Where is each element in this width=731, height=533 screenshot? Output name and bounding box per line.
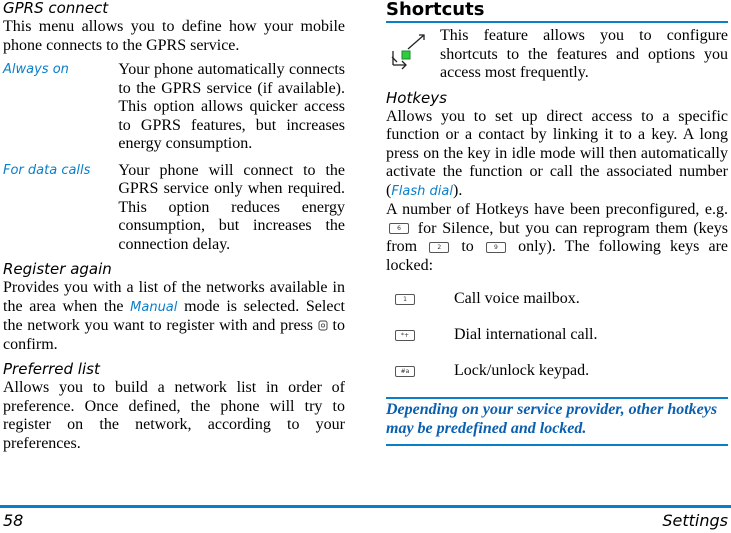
locked-key-row xyxy=(386,281,728,317)
hotkeys-text xyxy=(386,108,728,276)
locked-key-row xyxy=(386,317,728,353)
locked-key-row xyxy=(386,353,728,389)
provider-note: Depending on your service provider, other hotkeys may be predefined and locked. xyxy=(386,397,728,446)
shortcuts-title: Shortcuts xyxy=(386,0,485,20)
flash-dial-label: Flash dial xyxy=(391,183,453,199)
locked-key-desc: Lock/unlock keypad. xyxy=(454,361,590,379)
preconfig-text-d: only). The following keys are locked: xyxy=(386,238,728,274)
gprs-options-table xyxy=(3,61,345,254)
key-1-icon: 1 xyxy=(395,294,415,305)
preferred-list-heading: Preferred list xyxy=(3,360,100,378)
gprs-connect-intro: This menu allows you to define how your mobile phone connects to the GPRS service. xyxy=(3,18,345,54)
key-6-icon: 6 xyxy=(389,223,409,234)
key-star-icon: *+ xyxy=(395,330,415,341)
option-desc: Your phone automatically connects to the GPRS service (if available). This option allows quicker access to GPRS features, but increases energy consumption. xyxy=(118,61,345,152)
option-desc: Your phone will connect to the GPRS service only when required. This option reduces energy consumption, but increases the connection delay. xyxy=(118,161,345,253)
shortcuts-intro xyxy=(386,27,728,83)
register-text-a: Provides you with a list of the networks available in the area when the xyxy=(3,279,345,315)
footer-rule xyxy=(0,505,731,508)
locked-key-desc: Call voice mailbox. xyxy=(454,289,580,307)
option-term: Always on xyxy=(3,62,69,77)
register-text-b: mode is selected. Select the network you want to register with and press xyxy=(3,297,345,334)
title-rule xyxy=(386,21,728,23)
preconfig-text-a: A number of Hotkeys have been preconfigured, e.g. xyxy=(386,201,728,218)
hotkeys-text-b: ). xyxy=(452,181,463,199)
option-row xyxy=(3,162,345,255)
key-9-icon: 9 xyxy=(486,242,506,253)
gprs-connect-heading: GPRS connect xyxy=(3,0,109,17)
register-again-text xyxy=(3,279,345,354)
hotkeys-text-a: Allows you to set up direct access to a specific function or a contact by linking it to a key. A long press on the key in idle mode will then automatically activate the function or call the associated number ( xyxy=(386,107,728,199)
hotkeys-heading: Hotkeys xyxy=(386,88,447,107)
preconfig-text-c: to xyxy=(452,238,483,255)
register-text-c: to confirm. xyxy=(3,317,345,353)
page-number: 58 xyxy=(3,511,24,530)
left-column xyxy=(3,0,345,459)
register-again-heading: Register again xyxy=(3,260,112,278)
locked-key-desc: Dial international call. xyxy=(454,325,598,343)
preconfig-text-b: for Silence, but you can reprogram them (keys from xyxy=(386,219,728,255)
section-name: Settings xyxy=(662,511,728,530)
right-column xyxy=(386,0,728,446)
shortcuts-intro-text: This feature allows you to configure shortcuts to the features and options you access most frequently. xyxy=(440,27,728,81)
ok-key-icon xyxy=(318,320,328,331)
option-term: For data calls xyxy=(3,162,91,178)
locked-keys-list xyxy=(386,281,728,389)
option-row xyxy=(3,61,345,162)
shortcut-arrows-icon xyxy=(386,27,440,79)
key-2-icon: 2 xyxy=(429,242,449,253)
preferred-list-text: Allows you to build a network list in order of preference. Once defined, the phone will try to register on the network, according to your preferences. xyxy=(3,379,345,452)
key-hash-icon: #a xyxy=(395,366,415,377)
manual-mode-label: Manual xyxy=(130,299,178,315)
